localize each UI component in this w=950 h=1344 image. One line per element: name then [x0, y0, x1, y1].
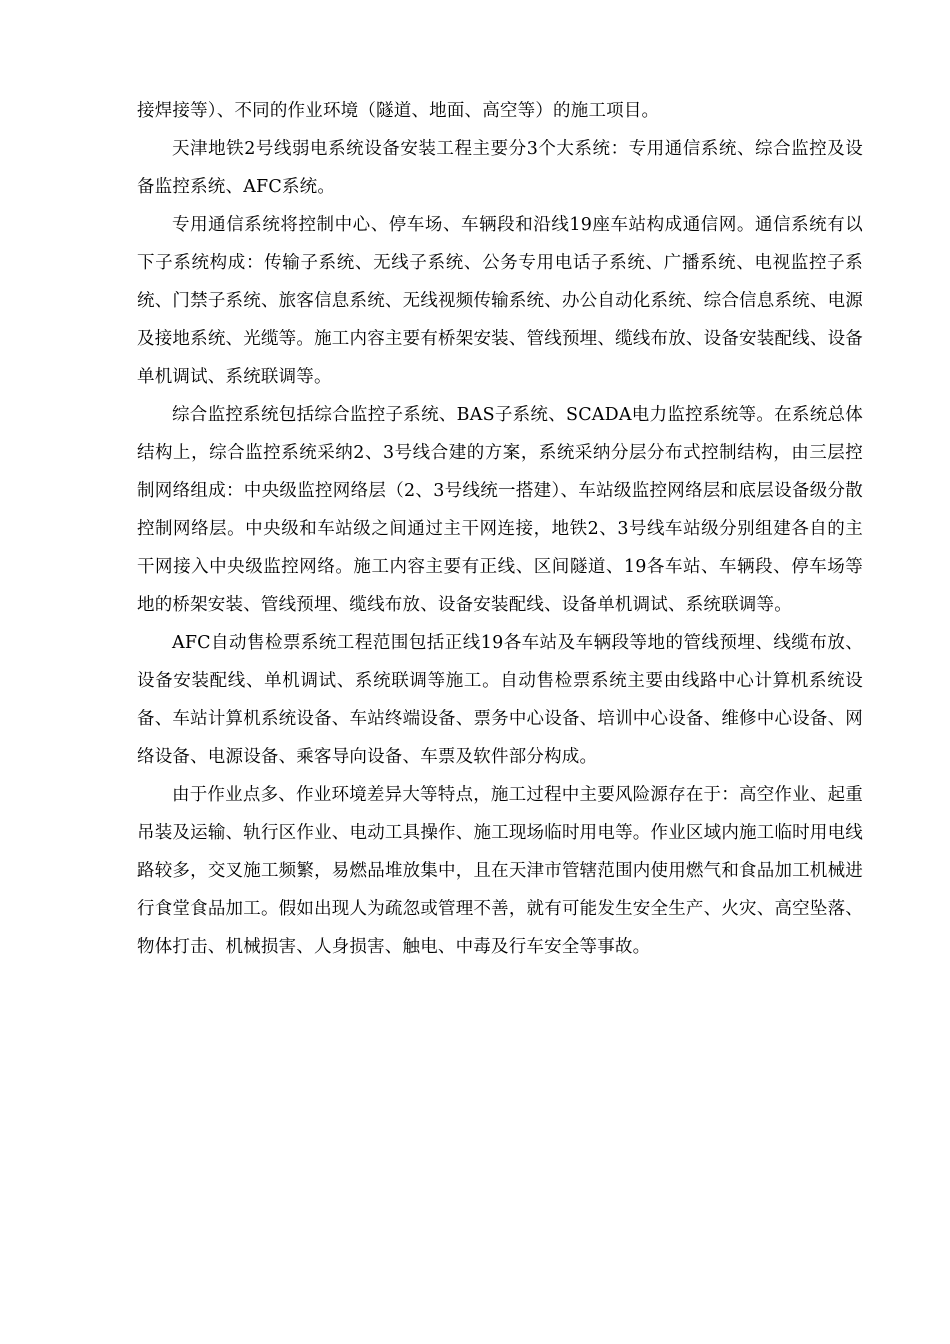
document-body [137, 92, 863, 966]
paragraph-afc-system: AFC自动售检票系统工程范围包括正线19各车站及车辆段等地的管线预埋、线缆布放、设备安装配线、单机调试、系统联调等施工。自动售检票系统主要由线路中心计算机系统设备、车站计算机系统设备、车站终端设备、票务中心设备、培训中心设备、维修中心设备、网络设备、电源设备、乘客导向设备、车票及软件部分构成。 [137, 633, 863, 767]
paragraph-risk-sources: 由于作业点多、作业环境差异大等特点，施工过程中主要风险源存在于：高空作业、起重吊装及运输、轨行区作业、电动工具操作、施工现场临时用电等。作业区域内施工临时用电线路较多，交叉施工频繁，易燃品堆放集中，且在天津市管辖范围内使用燃气和食品加工机械进行食堂食品加工。假如出现人为疏忽或管理不善，就有可能发生安全生产、火灾、高空坠落、物体打击、机械损害、人身损害、触电、中毒及行车安全等事故。 [137, 785, 863, 957]
paragraph-communication-system: 专用通信系统将控制中心、停车场、车辆段和沿线19座车站构成通信网。通信系统有以下子系统构成：传输子系统、无线子系统、公务专用电话子系统、广播系统、电视监控子系统、门禁子系统、旅客信息系统、无线视频传输系统、办公自动化系统、综合信息系统、电源及接地系统、光缆等。施工内容主要有桥架安装、管线预埋、缆线布放、设备安装配线、设备单机调试、系统联调等。 [137, 215, 863, 387]
paragraph-system-overview: 天津地铁2号线弱电系统设备安装工程主要分3个大系统：专用通信系统、综合监控及设备监控系统、AFC系统。 [137, 139, 863, 197]
paragraph-continuation: 接焊接等）、不同的作业环境（隧道、地面、高空等）的施工项目。 [137, 101, 660, 121]
paragraph-integrated-monitoring: 综合监控系统包括综合监控子系统、BAS子系统、SCADA电力监控系统等。在系统总体结构上，综合监控系统采纳2、3号线合建的方案，系统采纳分层分布式控制结构，由三层控制网络组成：中央级监控网络层（2、3号线统一搭建）、车站级监控网络层和底层设备级分散控制网络层。中央级和车站级之间通过主干网连接，地铁2、3号线车站级分别组建各自的主干网接入中央级监控网络。施工内容主要有正线、区间隧道、19各车站、车辆段、停车场等地的桥架安装、管线预埋、缆线布放、设备安装配线、设备单机调试、系统联调等。 [137, 405, 863, 615]
